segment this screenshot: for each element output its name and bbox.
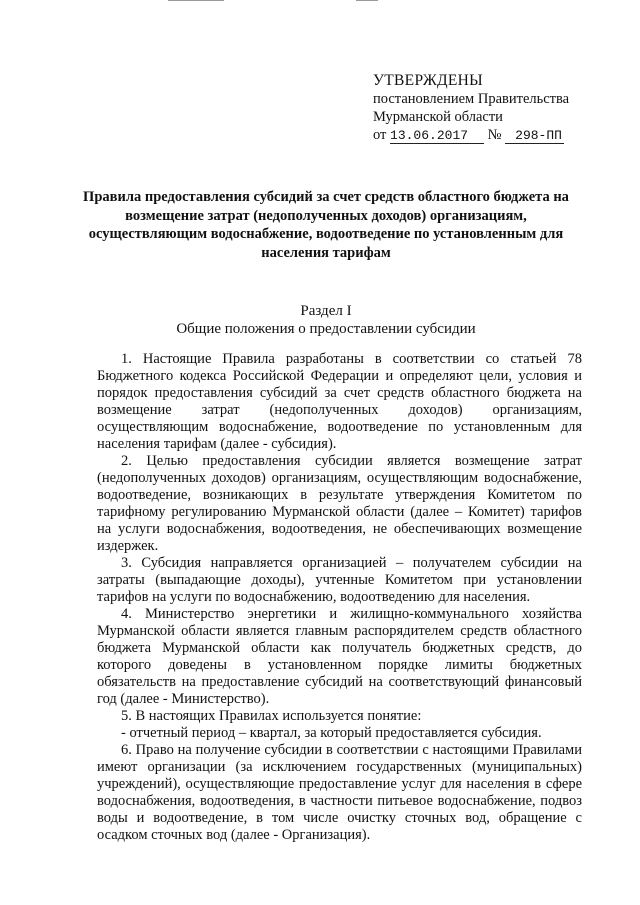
paragraph-2: 2. Целью предоставления субсидии является возмещение затрат (недополученных доходов) организациям, осуществляющим водоснабжение, водоотведение, возникающих в результате утверждения Комитетом по тарифному регулированию Мурманской области (далее – Комитет) тарифов на услуги водоснабжения, водоотведения, не обеспечивающих возмещение издержек.	[97, 453, 582, 554]
document-body	[97, 351, 582, 844]
paragraph-3: 3. Субсидия направляется организацией – получателем субсидии на затраты (выпадающие доходы), учтенные Комитетом при установлении тарифов на услуги по водоснабжению, водоотведению для населения.	[97, 555, 582, 605]
from-label: от	[373, 127, 387, 143]
approval-line-2: Мурманской области	[373, 109, 503, 125]
paragraph-5-definition: - отчетный период – квартал, за который предоставляется субсидия.	[121, 725, 542, 741]
section-title: Общие положения о предоставлении субсидии	[176, 321, 476, 337]
approval-date-number	[373, 126, 569, 144]
paragraph-5: 5. В настоящих Правилах используется понятие:	[121, 708, 422, 724]
paragraph-6: 6. Право на получение субсидии в соответствии с настоящими Правилами имеют организации (за исключением государственных (муниципальных) учреждений), осуществляющие предоставление услуг для населения в сфере водоснабжения, водоотведения, в частности питьевое водоснабжение, подвоз воды и водоотведение, в том числе очистку сточных вод, обращение с осадком сточных вод (далее - Организация).	[97, 742, 582, 843]
scan-edge-line	[168, 0, 224, 1]
paragraph-4: 4. Министерство энергетики и жилищно-коммунального хозяйства Мурманской области является главным распорядителем средств областного бюджета Мурманской области как получатель бюджетных средств, до которого доведены в установленном порядке лимиты бюджетных обязательств на предоставление субсидий на соответствующий финансовый год (далее - Министерство).	[97, 606, 582, 707]
approval-heading: УТВЕРЖДЕНЫ	[373, 72, 483, 89]
approval-line-1: постановлением Правительства	[373, 91, 570, 107]
approval-date: 13.06.2017	[390, 129, 484, 144]
approval-number: 298-ПП	[505, 129, 564, 144]
section-number: Раздел I	[300, 303, 352, 319]
document-title: Правила предоставления субсидий за счет средств областного бюджета на возмещение затрат (недополученных доходов) организациям, осуществляющим водоснабжение, водоотведение по установленным для населения тарифам	[83, 189, 569, 261]
paragraph-1: 1. Настоящие Правила разработаны в соответствии со статьей 78 Бюджетного кодекса Российской Федерации и определяют цели, условия и порядок предоставления субсидий за счет средств областного бюджета на возмещение затрат (недополученных доходов) организациям, осуществляющим водоснабжение, водоотведение по установленным для населения тарифам (далее - субсидия).	[97, 351, 582, 452]
approval-block	[373, 72, 569, 144]
number-label: №	[487, 127, 502, 143]
scan-edge-line	[356, 0, 378, 1]
